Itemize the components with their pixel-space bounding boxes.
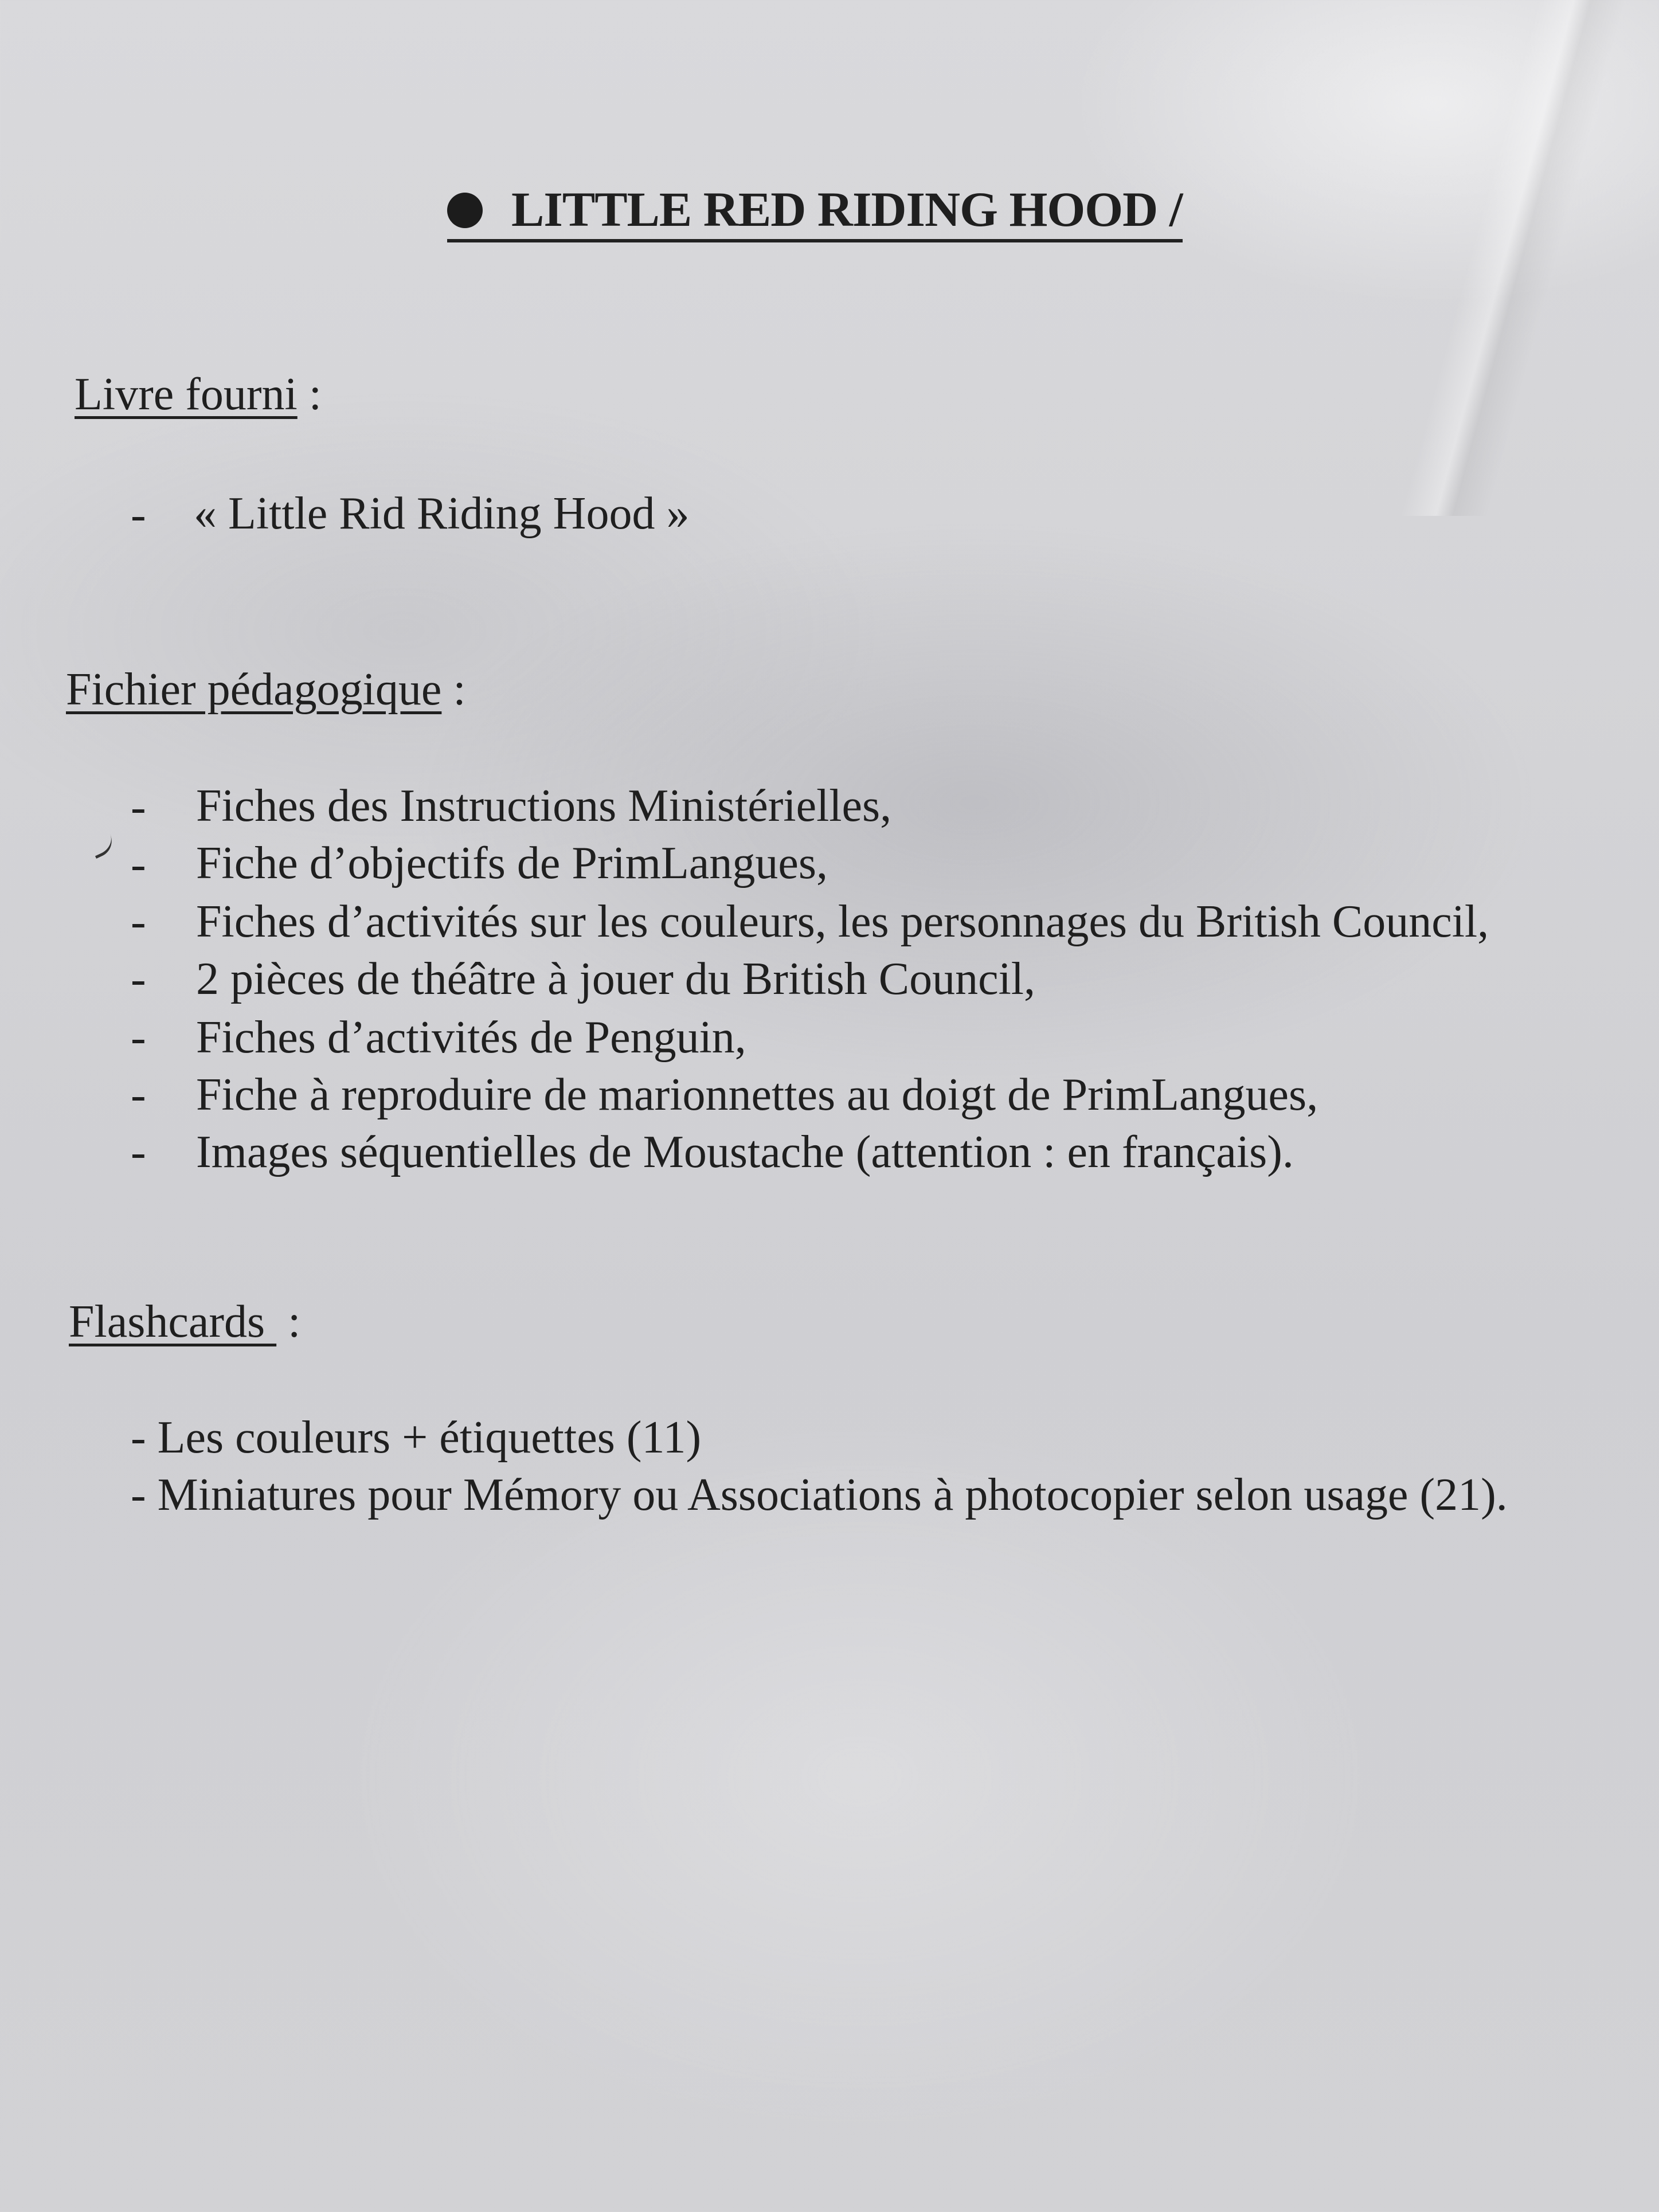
section-heading-livre-text: Livre fourni [75, 369, 298, 420]
section-heading-livre-colon: : [297, 369, 322, 420]
list-dash: - [131, 896, 146, 947]
list-item-fichier: 2 pièces de théâtre à jouer du British Council, [196, 954, 1036, 1004]
paper-fold-highlight [1364, 0, 1659, 516]
list-dash: - [131, 1012, 146, 1063]
list-item-fichier: Fiches des Instructions Ministérielles, [196, 781, 892, 831]
section-heading-flashcards [69, 1294, 300, 1349]
list-dash: - [131, 1070, 146, 1120]
section-heading-fichier [66, 662, 466, 717]
list-item-fichier: Fiche à reproduire de marionnettes au doigt de PrimLangues, [196, 1070, 1318, 1120]
pen-check-mark [89, 834, 118, 859]
page-title [447, 181, 1183, 242]
list-dash: - [131, 1127, 146, 1177]
section-heading-fichier-text: Fichier pédagogique [66, 664, 442, 715]
list-item-fichier: Fiche d’objectifs de PrimLangues, [196, 838, 828, 888]
list-item-flashcards: - Miniatures pour Mémory ou Associations à photocopier selon usage (21). [131, 1470, 1508, 1520]
list-dash: - [131, 490, 146, 540]
section-heading-flashcards-colon: : [276, 1297, 301, 1347]
page-title-text: LITTLE RED RIDING HOOD / [511, 182, 1183, 237]
section-heading-flashcards-text: Flashcards [69, 1297, 277, 1347]
list-item-fichier: Fiches d’activités sur les couleurs, les personnages du British Council, [196, 896, 1489, 947]
list-dash: - [131, 782, 146, 832]
section-heading-fichier-colon: : [441, 664, 466, 715]
list-item-fichier: Fiches d’activités de Penguin, [196, 1012, 746, 1063]
bullet-dot-icon [447, 193, 483, 228]
section-heading-livre [75, 367, 322, 422]
list-dash: - [131, 839, 146, 890]
list-item-flashcards: - Les couleurs + étiquettes (11) [131, 1412, 702, 1463]
list-dash: - [131, 954, 146, 1004]
list-item-livre: « Little Rid Riding Hood » [194, 488, 690, 539]
list-item-fichier: Images séquentielles de Moustache (attention : en français). [196, 1127, 1294, 1177]
